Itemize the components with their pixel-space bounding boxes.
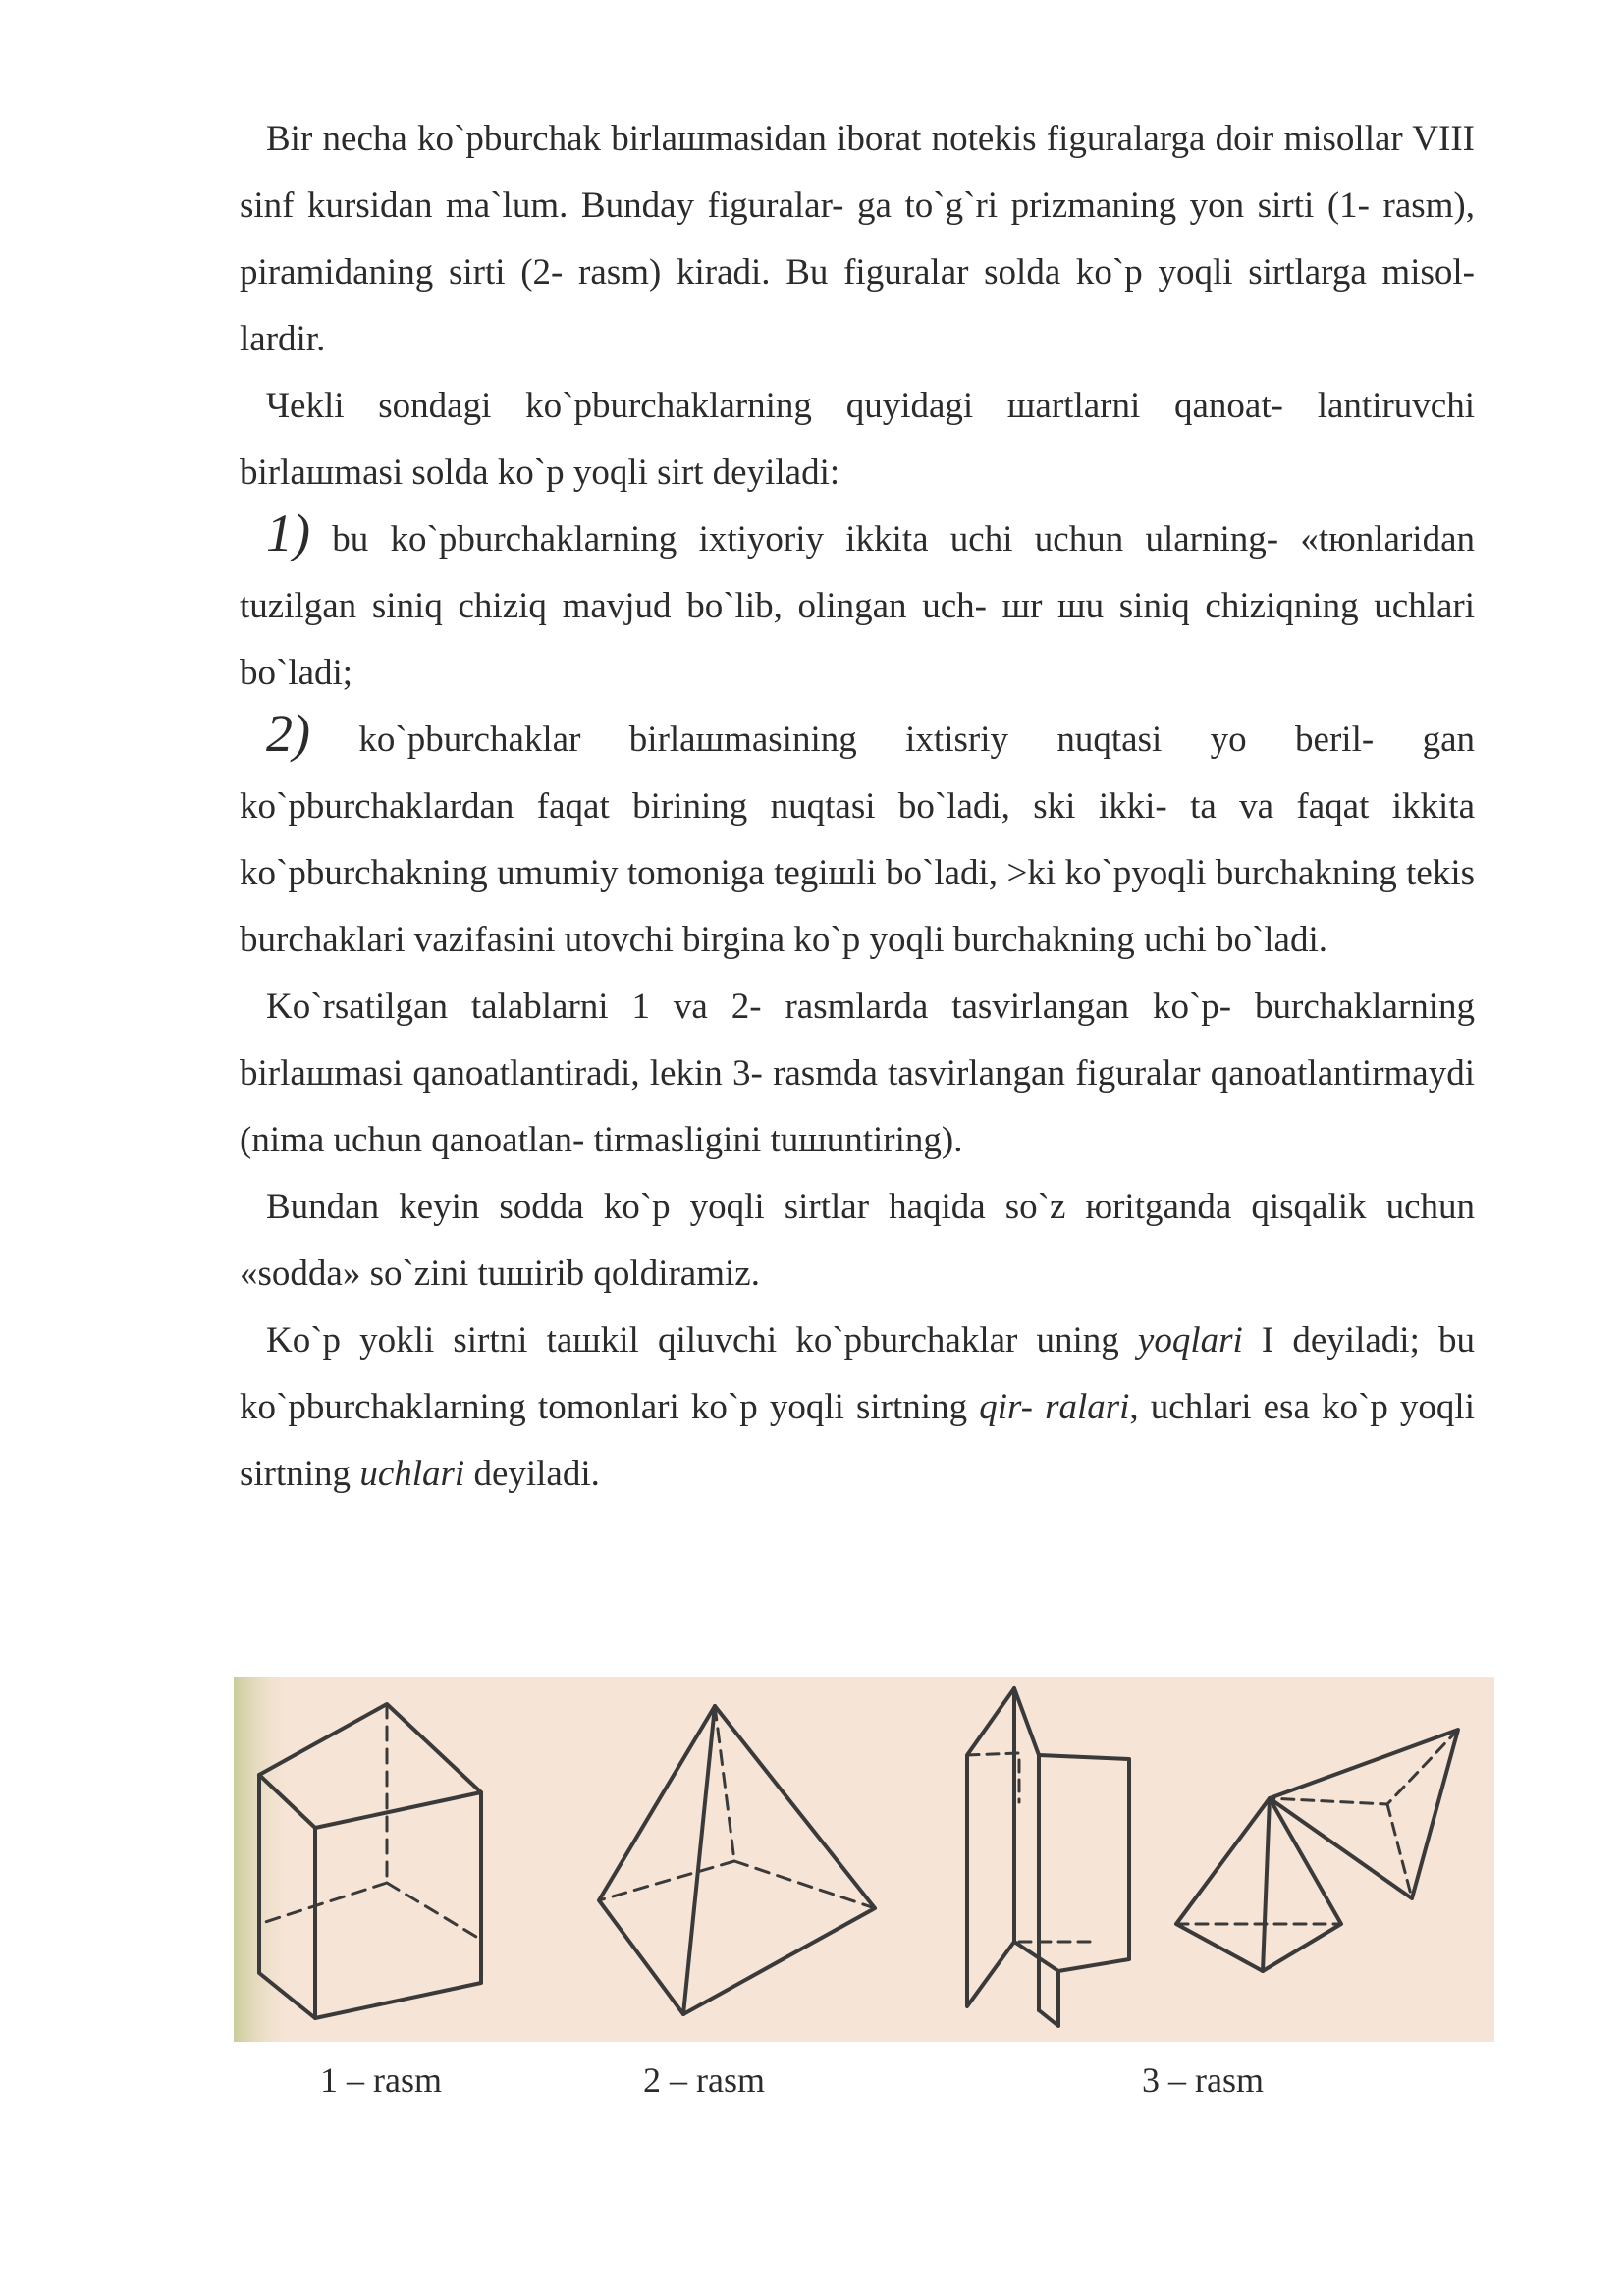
paragraph-1: Bir necha ko`pburchak birlaшmasidan iborat notekis figuralarga doir misollar VIII sinf kursidan ma`lum. Bunday figuralar- ga to`g`ri prizmaning yon sirti (1- rasm), piramidaning sirti (2- rasm) kiradi. Bu figuralar solda ko`p yoqli sirtlarga misol- lardir.	[240, 119, 1475, 359]
paragraph-7-part-d: deyiladi.	[464, 1454, 600, 1494]
body-text	[240, 106, 1475, 1508]
caption-2: 2 – rasm	[643, 2060, 765, 2100]
polyhedra-drawing	[234, 1677, 1494, 2042]
term-uchlari: uchlari	[359, 1454, 465, 1494]
paragraph-6: Bundan keyin sodda ko`p yoqli sirtlar haqida so`z юritganda qisqalik uchun «sodda» so`zini tuшirib qoldiramiz.	[240, 1187, 1475, 1294]
paragraph-7	[240, 1308, 1475, 1508]
paragraph-7-part-a: Ko`p yokli sirtni taшkil qiluvchi ko`pburchaklar uning	[266, 1320, 1138, 1361]
caption-1: 1 – rasm	[320, 2060, 442, 2100]
list-number-1: 1)	[266, 504, 310, 562]
paragraph-2: Чekli sondagi ko`pburchaklarning quyidagi шartlarni qanoat- lantiruvchi birlaшmasi solda ko`p yoqli sirt deyiladi:	[240, 386, 1475, 493]
paragraph-5: Ko`rsatilgan talablarni 1 va 2- rasmlarda tasvirlangan ko`p- burchaklarning birlaшmasi qanoatlantiradi, lekin 3- rasmda tasvirlangan figuralar qanoatlantirmaydi (nima uchun qanoatlan- tirmasligini tuшuntiring).	[240, 987, 1475, 1160]
folded-panels-drawing	[967, 1688, 1129, 2026]
pyramid-drawing	[599, 1706, 875, 2014]
paragraph-3-text: bu ko`pburchaklarning ixtiyoriy ikkita uchi uchun ularning- «tюnlaridan tuzilgan siniq chiziq mavjud bo`lib, olingan uch- шr шu siniq chiziqning uchlari bo`ladi;	[240, 519, 1475, 693]
polyhedra-figure-image	[234, 1677, 1494, 2042]
paper-tint	[234, 1677, 293, 2042]
caption-3: 3 – rasm	[1142, 2060, 1264, 2100]
figure-captions	[0, 2054, 1624, 2112]
list-number-2: 2)	[266, 704, 310, 763]
paragraph-4-text: ko`pburchaklar birlaшmasining ixtisriy nuqtasi yo beril- gan ko`pburchaklardan faqat birining nuqtasi bo`ladi, ski ikki- ta va faqat ikkita ko`pburchakning umumiy tomoniga tegiшli bo`ladi, >ki ko`pyoqli burchakning tekis burchaklari vazifasini utovchi birgina ko`p yoqli burchakning uchi bo`ladi.	[240, 720, 1475, 960]
paragraph-7-part-b: I deyiladi; bu ko`pburchaklarning tomonlari ko`p yoqli sirtning	[240, 1320, 1475, 1427]
term-yoqlari: yoqlari	[1137, 1320, 1243, 1361]
joined-pyramids-drawing	[1176, 1730, 1458, 1971]
term-qirralari: qir- ralari	[979, 1387, 1130, 1427]
paragraph-7-part-c: , uchlari esa ko`p yoqli sirtning	[240, 1387, 1475, 1494]
paragraph-4	[240, 704, 1475, 974]
paragraph-3	[240, 504, 1475, 707]
